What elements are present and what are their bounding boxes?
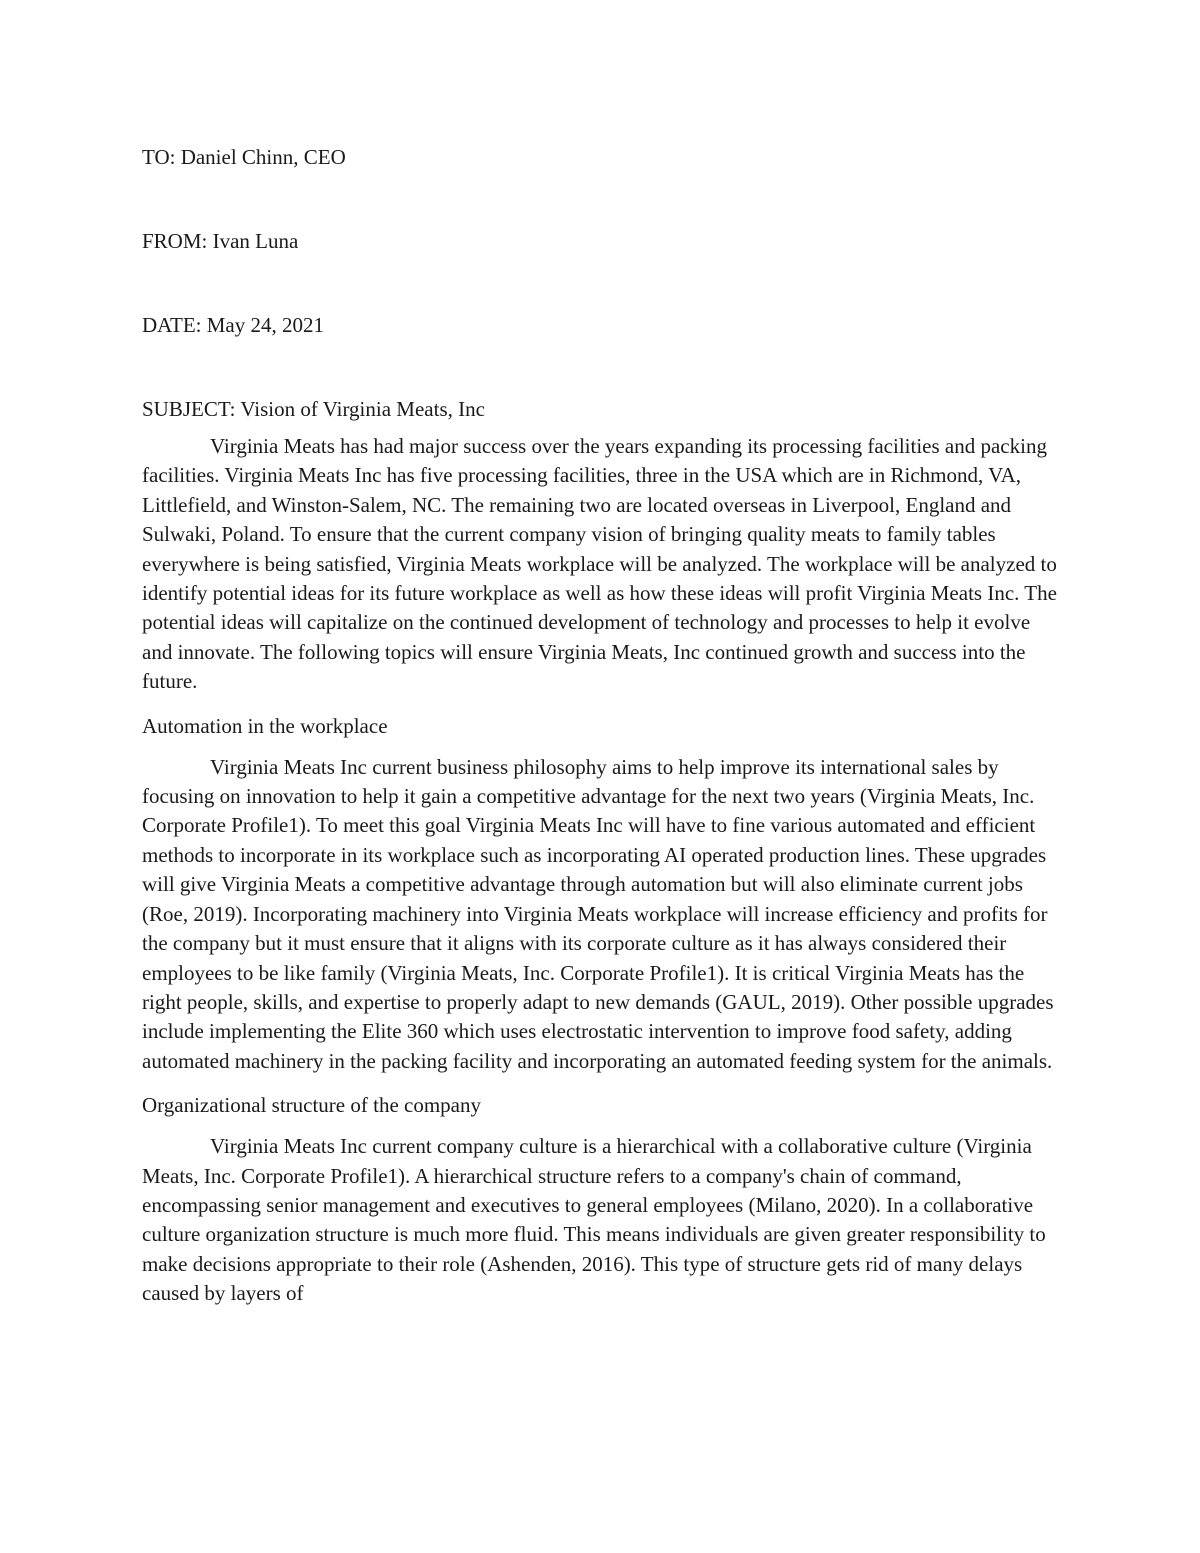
memo-subject-line: SUBJECT: Vision of Virginia Meats, Inc	[142, 397, 485, 421]
section-heading-organizational-structure: Organizational structure of the company	[142, 1093, 481, 1118]
section-heading-automation: Automation in the workplace	[142, 713, 388, 738]
intro-paragraph: Virginia Meats has had major success over the years expanding its processing facilities and packing facilities. Virginia Meats Inc has five processing facilities, three in the USA which are in Richmond, VA, Littlefield, and Winston-Salem, NC. The remaining two are located overseas in Liverpool, England and Sulwaki, Poland. To ensure that the current company vision of bringing quality meats to family tables everywhere is being satisfied, Virginia Meats workplace will be analyzed. The workplace will be analyzed to identify potential ideas for its future workplace as well as how these ideas will profit Virginia Meats Inc. The potential ideas will capitalize on the continued development of technology and processes to help it evolve and innovate. The following topics will ensure Virginia Meats, Inc continued growth and success into the future.	[142, 434, 1057, 694]
automation-paragraph: Virginia Meats Inc current business philosophy aims to help improve its international sales by focusing on innovation to help it gain a competitive advantage for the next two years (Virginia Meats, Inc. Corporate Profile1). To meet this goal Virginia Meats Inc will have to fine various automated and efficient methods to incorporate in its workplace such as incorporating AI operated production lines. These upgrades will give Virginia Meats a competitive advantage through automation but will also eliminate current jobs (Roe, 2019). Incorporating machinery into Virginia Meats workplace will increase efficiency and profits for the company but it must ensure that it aligns with its corporate culture as it has always considered their employees to be like family (Virginia Meats, Inc. Corporate Profile1). It is critical Virginia Meats has the right people, skills, and expertise to properly adapt to new demands (GAUL, 2019). Other possible upgrades include implementing the Elite 360 which uses electrostatic intervention to improve food safety, adding automated machinery in the packing facility and incorporating an automated feeding system for the animals.	[142, 754, 1054, 1073]
memo-to-line: TO: Daniel Chinn, CEO	[142, 145, 346, 169]
memo-date-line: DATE: May 24, 2021	[142, 313, 324, 337]
memo-content	[142, 142, 1062, 1309]
organizational-structure-paragraph: Virginia Meats Inc current company culture is a hierarchical with a collaborative culture (Virginia Meats, Inc. Corporate Profile1). A hierarchical structure refers to a company's chain of command, encompassing senior management and executives to general employees (Milano, 2020). In a collaborative culture organization structure is much more fluid. This means individuals are given greater responsibility to make decisions appropriate to their role (Ashenden, 2016). This type of structure gets rid of many delays caused by layers of	[142, 1134, 1046, 1306]
memo-from-line: FROM: Ivan Luna	[142, 229, 299, 253]
